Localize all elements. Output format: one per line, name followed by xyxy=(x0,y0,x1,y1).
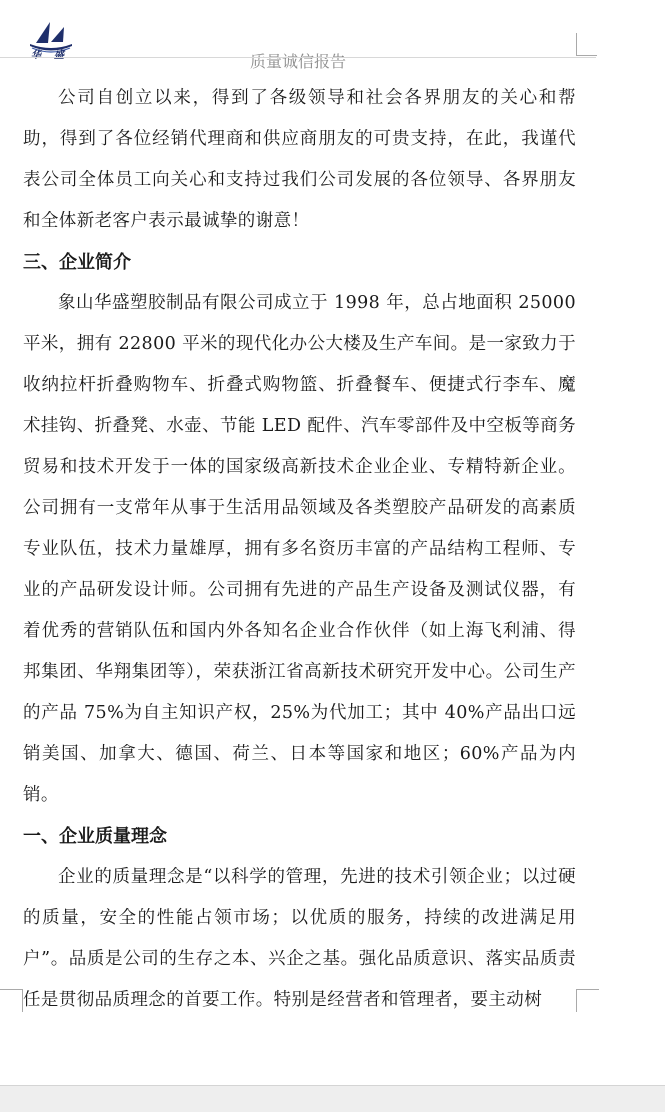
intro-paragraph: 公司自创立以来，得到了各级领导和社会各界朋友的关心和帮助，得到了各位经销代理商和供应商朋友的可贵支持，在此，我谨代表公司全体员工向关心和支持过我们公司发展的各位领导、各界朋友和全体新老客户表示最诚挚的谢意！ xyxy=(23,88,576,231)
document-body xyxy=(23,78,576,1021)
bottom-left-corner-mark xyxy=(0,989,23,1012)
quality-concept-paragraph: 企业的质量理念是“以科学的管理，先进的技术引领企业；以过硬的质量，安全的性能占领市场；以优质的服务，持续的改进满足用户”。品质是公司的生存之本、兴企之基。强化品质意识、落实品质责任是贯彻品质理念的首要工作。特别是经营者和管理者，要主动树 xyxy=(23,867,576,1010)
top-right-corner-mark xyxy=(576,33,597,56)
header-title: 质量诚信报告 xyxy=(249,52,346,71)
quality-concept-heading: 一、企业质量理念 xyxy=(23,826,167,847)
page-gap-strip xyxy=(0,1085,665,1112)
company-profile-heading: 三、企业简介 xyxy=(23,252,131,273)
bottom-right-corner-mark xyxy=(576,989,599,1012)
logo-text: 华盛 xyxy=(31,50,77,61)
header-divider xyxy=(0,57,596,58)
company-profile-paragraph: 象山华盛塑胶制品有限公司成立于 1998 年，总占地面积 25000 平米，拥有 22800 平米的现代化办公大楼及生产车间。是一家致力于收纳拉杆折叠购物车、折叠式购物篮、折叠餐车、便捷式行李车、魔术挂钩、折叠凳、水壶、节能 LED 配件、汽车零部件及中空板等商务贸易和技术开发于一体的国家级高新技术企业企业、专精特新企业。公司拥有一支常年从事于生活用品领域及各类塑胶产品研发的高素质专业队伍，技术力量雄厚，拥有多名资历丰富的产品结构工程师、专业的产品研发设计师。公司拥有先进的产品生产设备及测试仪器，有着优秀的营销队伍和国内外各知名企业合作伙伴（如上海飞利浦、得邦集团、华翔集团等），荣获浙江省高新技术研究开发中心。公司生产的产品 75%为自主知识产权，25%为代加工；其中 40%产品出口远销美国、加拿大、德国、荷兰、日本等国家和地区；60%产品为内销。 xyxy=(23,293,576,805)
